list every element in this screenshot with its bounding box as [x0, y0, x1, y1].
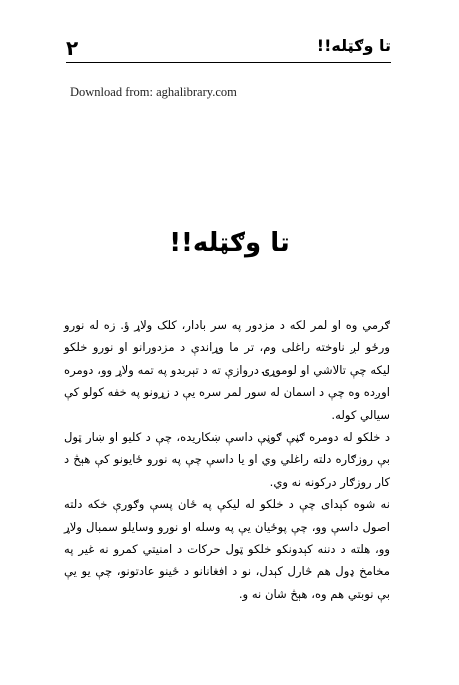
download-note: Download from: aghalibrary.com: [70, 85, 237, 99]
running-title: تا وګټله!!: [316, 36, 391, 55]
body-text: [64, 314, 390, 605]
page-number: ۲: [66, 36, 79, 60]
page-header: [66, 34, 391, 64]
paragraph: د خلکو له دومره ګڼې ګوڼې داسې ښکاریده، چې د کلیو او ښار ټول بې روزګاره دلته راغلي وي او یا داسې چې په نورو ځایونو کې هېڅ د کار روزګار درکونه نه وي.: [64, 430, 390, 489]
header-rule: [66, 62, 391, 63]
paragraph: ګرمي وه او لمر لکه د مزدور په سر بادار، کلک ولاړ ؤ. زه له نورو ورځو لږ ناوخته راغلی وم، تر ما وړاندې د مزدورانو او نورو خلکو لیکه چې تالاشي او لوموړۍ دروازې ته د تېربدو په تمه ولاړ وو، دومره اوږده وه چې د اسمان له سور لمر سره یې د زړونو په خفه کولو کې سیالي کوله.: [64, 318, 390, 422]
chapter-title: تا وګټله!!: [169, 228, 290, 258]
paragraph: نه شوه کېدای چې د خلکو له لیکې په ځان پسې وګورې خکه دلته اصول داسې وو، چې پوځیان یې په وسله او نورو وسایلو سمبال ولاړ وو، هلته د دننه کېدونکو خلکو ټول حرکات د امنیتي کمرو نه غیر په مخامخ ډول هم څارل کېدل، نو د افغانانو د ځینو عادتونو، چې یو یې بې نوبتي هم وه، هېڅ شان نه و.: [64, 497, 390, 601]
